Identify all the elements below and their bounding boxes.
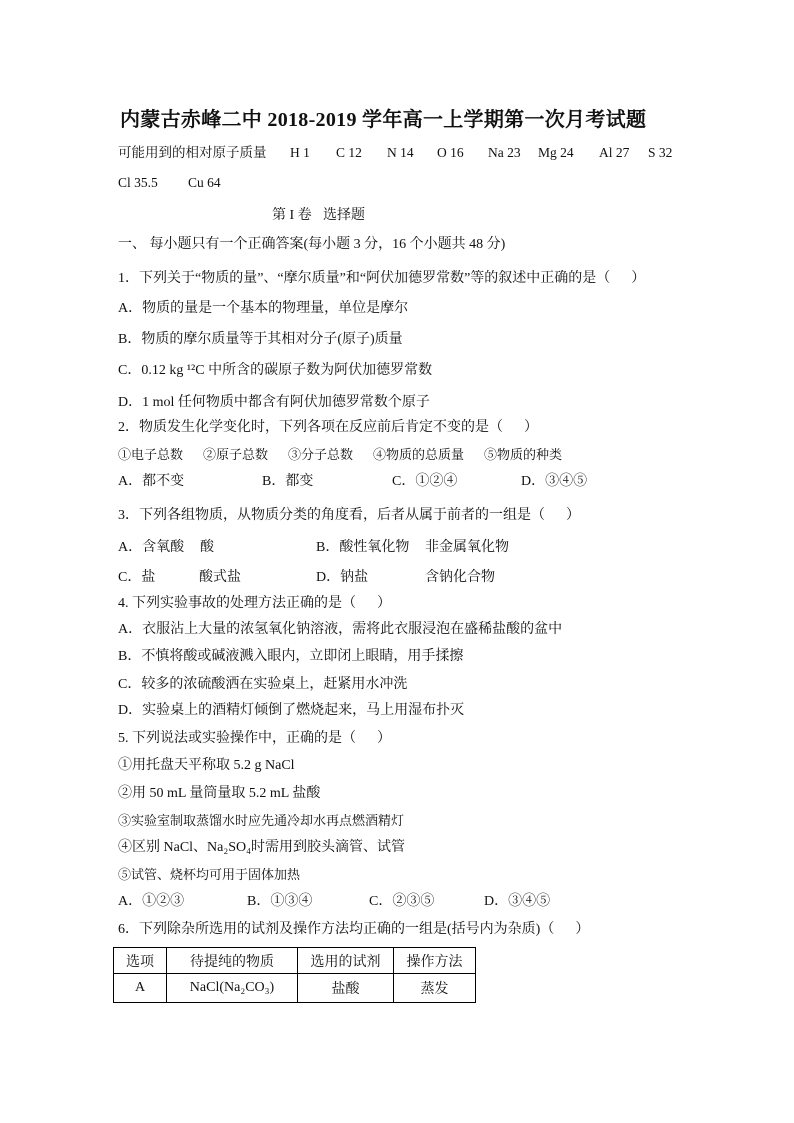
statement-4: ④区别 NaCl、Na₂SO₄时需用到胶头滴管、试管: [118, 840, 406, 855]
option-b: B．①③④: [247, 894, 313, 909]
section-instruction: 一、 每小题只有一个正确答案(每小题 3 分，16 个小题共 48 分): [118, 237, 506, 252]
option-a: A．①②③: [118, 894, 185, 909]
table-cell: A: [114, 974, 167, 1003]
table-header-cell: 选用的试剂: [298, 948, 394, 974]
option-d-pair: 含钠化合物: [425, 570, 495, 585]
option-d: D．1 mol 任何物质中都含有阿伏加德罗常数个原子: [118, 395, 430, 410]
statement-3: ③分子总数: [288, 447, 354, 462]
option-d: D．③④⑤: [521, 474, 588, 489]
option-b: B．不慎将酸或碱液溅入眼内，立即闭上眼睛，用手揉擦: [118, 649, 464, 664]
statement-2: ②原子总数: [203, 447, 269, 462]
table-header-row: [114, 948, 476, 974]
table-cell: 盐酸: [298, 974, 394, 1003]
statement-1: ①用托盘天平称取 5.2 g NaCl: [118, 758, 295, 773]
option-b-pair: 非金属氧化物: [425, 540, 509, 555]
atomic-masses-label: 可能用到的相对原子质量: [118, 145, 267, 160]
atomic-mass-na: Na 23: [488, 145, 521, 160]
option-a-label: A．含氧酸: [118, 540, 185, 555]
statement-5: ⑤物质的种类: [484, 447, 563, 462]
table-header-cell: 操作方法: [394, 948, 476, 974]
table-row: [114, 974, 476, 1003]
option-c-pair: 酸式盐: [199, 570, 241, 585]
atomic-mass-cu: Cu 64: [188, 175, 221, 190]
table-header-cell: 待提纯的物质: [167, 948, 298, 974]
option-b: B．物质的摩尔质量等于其相对分子(原子)质量: [118, 332, 403, 347]
statement-5: ⑤试管、烧杯均可用于固体加热: [118, 867, 301, 882]
option-a-pair: 酸: [200, 540, 214, 555]
option-c-label: C．盐: [118, 570, 156, 585]
purification-table: [113, 947, 476, 1003]
question-stem: 3．下列各组物质，从物质分类的角度看，后者从属于前者的一组是（ ）: [118, 508, 580, 523]
table-cell: NaCl(Na₂CO₃): [167, 974, 298, 1003]
table-header-cell: 选项: [114, 948, 167, 974]
option-b-label: B．酸性氧化物: [316, 540, 410, 555]
atomic-mass-cl: Cl 35.5: [118, 175, 158, 190]
statement-3: ③实验室制取蒸馏水时应先通冷却水再点燃酒精灯: [118, 813, 405, 828]
statement-1: ①电子总数: [118, 447, 184, 462]
option-d-label: D．钠盐: [316, 570, 369, 585]
option-c: C．②③⑤: [369, 894, 435, 909]
table-cell: 蒸发: [394, 974, 476, 1003]
part-name: 选择题: [323, 208, 365, 223]
option-a: A．都不变: [118, 474, 185, 489]
question-stem: 6．下列除杂所选用的试剂及操作方法均正确的一组是(括号内为杂质)（ ）: [118, 922, 590, 937]
question-stem: 5. 下列说法或实验操作中，正确的是（ ）: [118, 731, 391, 746]
atomic-mass-s: S 32: [648, 145, 673, 160]
option-a: A．衣服沾上大量的浓氢氧化钠溶液，需将此衣服浸泡在盛稀盐酸的盆中: [118, 622, 563, 637]
option-a: A．物质的量是一个基本的物理量，单位是摩尔: [118, 301, 409, 316]
atomic-mass-mg: Mg 24: [538, 145, 574, 160]
option-d: D．实验桌上的酒精灯倾倒了燃烧起来，马上用湿布扑灭: [118, 703, 465, 718]
atomic-mass-n: N 14: [387, 145, 414, 160]
option-c: C．0.12 kg ¹²C 中所含的碳原子数为阿伏加德罗常数: [118, 363, 433, 378]
option-c: C．较多的浓硫酸洒在实验桌上，赶紧用水冲洗: [118, 677, 408, 692]
exam-title: 内蒙古赤峰二中 2018-2019 学年高一上学期第一次月考试题: [120, 109, 647, 131]
question-stem: 4. 下列实验事故的处理方法正确的是（ ）: [118, 596, 391, 611]
atomic-mass-o: O 16: [437, 145, 464, 160]
option-c: C．①②④: [392, 474, 458, 489]
question-stem: 1．下列关于“物质的量”、“摩尔质量”和“阿伏加德罗常数”等的叙述中正确的是（ ）: [118, 271, 646, 286]
question-stem: 2．物质发生化学变化时，下列各项在反应前后肯定不变的是（ ）: [118, 420, 538, 435]
statement-4: ④物质的总质量: [373, 447, 465, 462]
part-number: 第 I 卷: [272, 208, 312, 223]
option-b: B．都变: [262, 474, 314, 489]
atomic-mass-c: C 12: [336, 145, 362, 160]
statement-2: ②用 50 mL 量筒量取 5.2 mL 盐酸: [118, 786, 321, 801]
option-d: D．③④⑤: [484, 894, 551, 909]
atomic-mass-al: Al 27: [599, 145, 630, 160]
atomic-mass-h: H 1: [290, 145, 310, 160]
